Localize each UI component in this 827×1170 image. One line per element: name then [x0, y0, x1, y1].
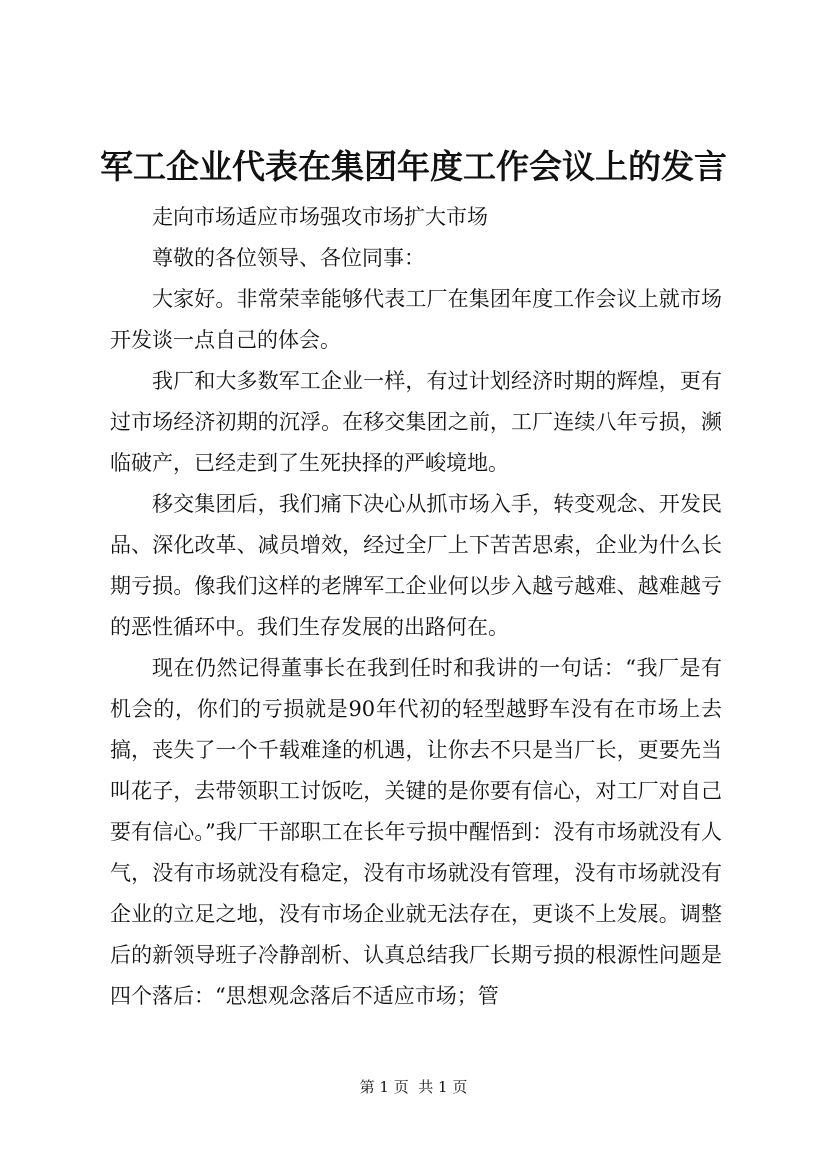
paragraph: 我厂和大多数军工企业一样，有过计划经济时期的辉煌，更有过市场经济初期的沉浮。在移交集团之前，工厂连续八年亏损，濒临破产，已经走到了生死抉择的严峻境地。: [110, 369, 722, 475]
paragraph-subtitle: 走向市场适应市场强攻市场扩大市场: [152, 205, 488, 229]
document-body: [110, 197, 722, 1017]
paragraph: 现在仍然记得董事长在我到任时和我讲的一句话：“我厂是有机会的，你们的亏损就是90年代初的轻型越野车没有在市场上去搞，丧失了一个千载难逢的机遇，让你去不只是当厂长，更要先当叫花子，去带领职工讨饭吃，关键的是你要有信心，对工厂对自己要有信心。”我厂干部职工在长年亏损中醒悟到：没有市场就没有人气，没有市场就没有稳定，没有市场就没有管理，没有市场就没有企业的立足之地，没有市场企业就无法存在，更谈不上发展。调整后的新领导班子冷静剖析、认真总结我厂长期亏损的根源性问题是四个落后：“思想观念落后不适应市场；管: [110, 656, 722, 1008]
page-number: 第 1 页 共 1 页: [359, 1078, 468, 1096]
paragraph: 大家好。非常荣幸能够代表工厂在集团年度工作会议上就市场开发谈一点自己的体会。: [110, 287, 722, 352]
paragraph: 移交集团后，我们痛下决心从抓市场入手，转变观念、开发民品、深化改革、减员增效，经过全厂上下苦苦思索，企业为什么长期亏损。像我们这样的老牌军工企业何以步入越亏越难、越难越亏的恶性循环中。我们生存发展的出路何在。: [110, 492, 722, 639]
page-footer: [0, 1077, 827, 1097]
paragraph-salutation: 尊敬的各位领导、各位同事：: [152, 246, 425, 270]
document-title: 军工企业代表在集团年度工作会议上的发言: [100, 147, 727, 186]
